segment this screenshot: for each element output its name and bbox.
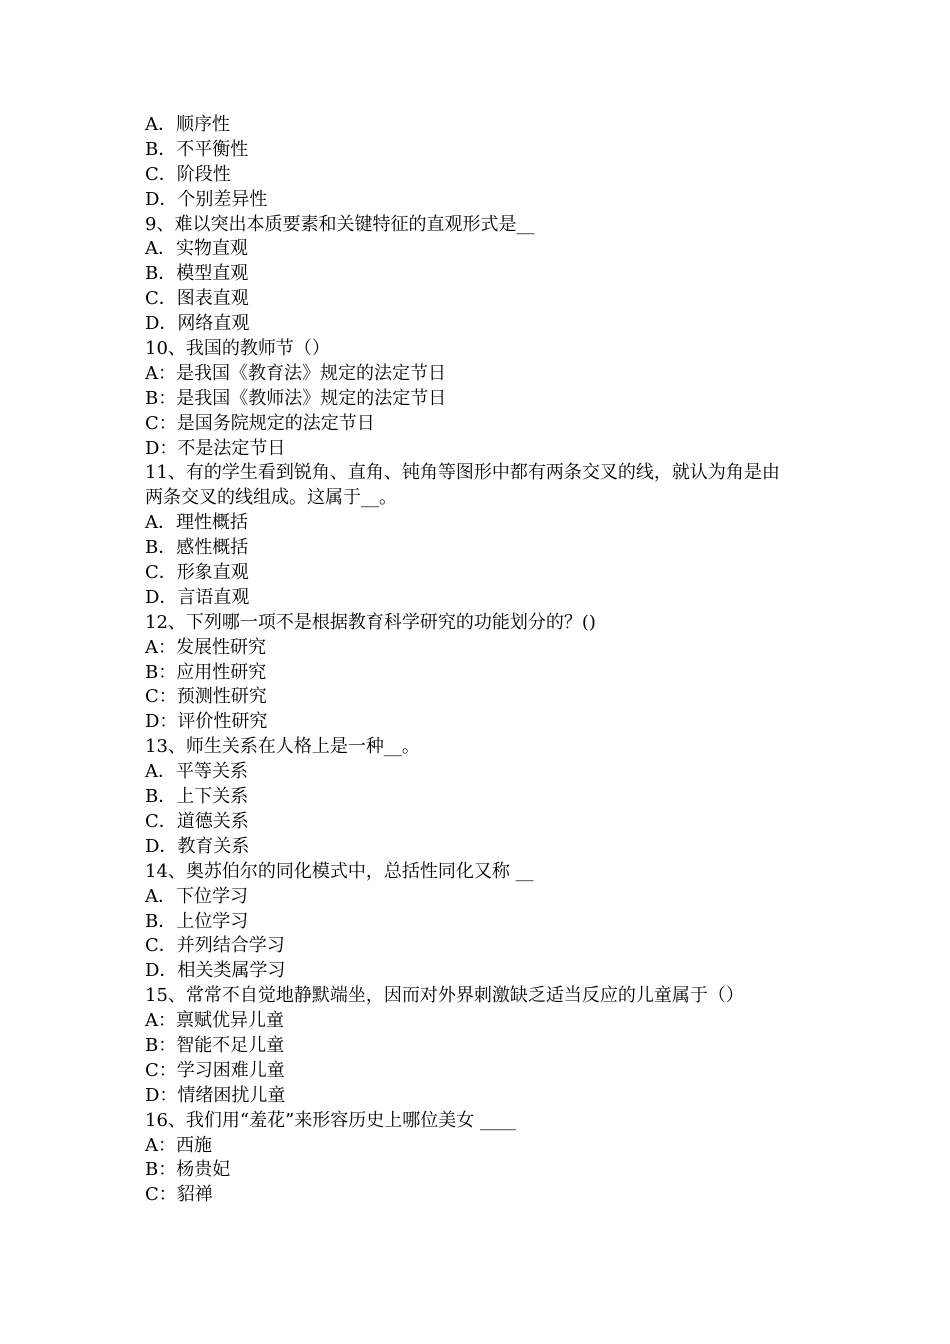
option-line: B：应用性研究 — [145, 661, 267, 683]
question-16: 16、我们用“羞花”来形容历史上哪位美女 ____ — [145, 1109, 517, 1131]
option-line: D．个别差异性 — [145, 188, 268, 210]
option-line: C：貂禅 — [145, 1184, 213, 1206]
question-12: 12、下列哪一项不是根据教育科学研究的功能划分的？() — [145, 611, 596, 633]
option-line: D．网络直观 — [145, 313, 250, 335]
option-line: D．言语直观 — [145, 586, 250, 608]
option-line: C．图表直观 — [145, 288, 249, 310]
option-line: A．下位学习 — [145, 885, 248, 907]
option-line: D：评价性研究 — [145, 711, 268, 733]
option-line: C．阶段性 — [145, 163, 231, 185]
option-line: D：不是法定节日 — [145, 437, 286, 459]
option-line: C．道德关系 — [145, 810, 249, 832]
question-10: 10、我国的教师节（） — [145, 338, 330, 360]
document-page — [145, 113, 845, 1208]
question-13: 13、师生关系在人格上是一种__。 — [145, 736, 420, 758]
option-line: C．形象直观 — [145, 562, 249, 584]
option-line: A．实物直观 — [145, 238, 248, 260]
option-line: C：学习困难儿童 — [145, 1059, 285, 1081]
option-line: D．教育关系 — [145, 835, 250, 857]
option-line: A：是我国《教育法》规定的法定节日 — [145, 362, 446, 384]
option-line: C：预测性研究 — [145, 686, 267, 708]
option-line: A．平等关系 — [145, 761, 248, 783]
option-line: A：西施 — [145, 1134, 212, 1156]
option-line: A：禀赋优异儿童 — [145, 1010, 284, 1032]
option-line: B：智能不足儿童 — [145, 1034, 285, 1056]
option-line: B．上下关系 — [145, 786, 249, 808]
option-line: B．模型直观 — [145, 263, 249, 285]
option-line: A：发展性研究 — [145, 636, 266, 658]
option-line: D．相关类属学习 — [145, 960, 286, 982]
option-line: B：杨贵妃 — [145, 1159, 231, 1181]
option-line: C：是国务院规定的法定节日 — [145, 412, 375, 434]
option-line: A．理性概括 — [145, 512, 248, 534]
option-line: D：情绪困扰儿童 — [145, 1084, 286, 1106]
question-15: 15、常常不自觉地静默端坐，因而对外界刺激缺乏适当反应的儿童属于（） — [145, 985, 744, 1007]
question-9: 9、难以突出本质要素和关键特征的直观形式是__ — [145, 213, 535, 235]
question-11-continued: 两条交叉的线组成。这属于__。 — [145, 487, 397, 509]
option-line: B．上位学习 — [145, 910, 249, 932]
option-line: B．不平衡性 — [145, 138, 249, 160]
question-14: 14、奥苏伯尔的同化模式中，总括性同化又称 __ — [145, 860, 534, 882]
question-11: 11、有的学生看到锐角、直角、钝角等图形中都有两条交叉的线，就认为角是由 — [145, 462, 780, 484]
option-line: A．顺序性 — [145, 114, 230, 135]
option-line: C．并列结合学习 — [145, 935, 285, 957]
option-line: B：是我国《教师法》规定的法定节日 — [145, 387, 447, 409]
option-line: B．感性概括 — [145, 537, 249, 559]
